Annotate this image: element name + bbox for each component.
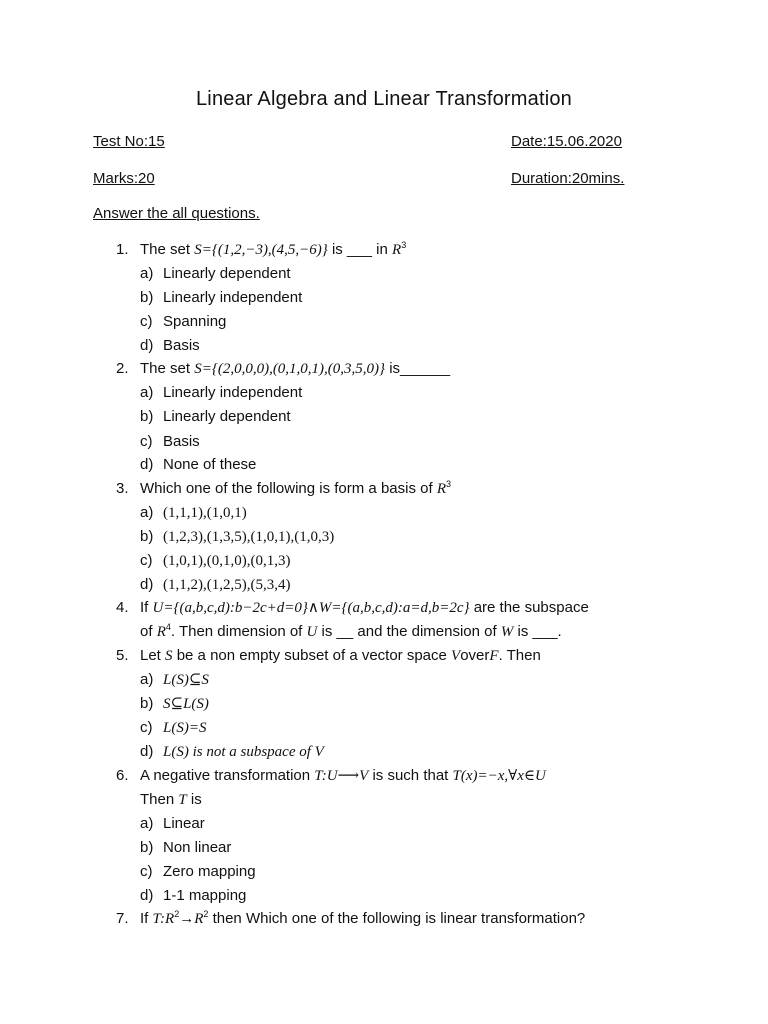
question-4-line-1 (140, 598, 589, 618)
question-text: be a non empty subset of a vector space (176, 647, 447, 664)
option-math-row (163, 742, 324, 762)
question-text: Let (140, 647, 161, 664)
math-expression: V (451, 648, 461, 664)
question-text: is __ and the dimension of (321, 623, 497, 640)
option-math-row (163, 503, 247, 523)
option-text: Basis (163, 337, 200, 354)
math-expression: T:R (152, 911, 175, 927)
question-1-text (140, 240, 406, 260)
option-text: Linearly independent (163, 384, 303, 401)
math-expression: U={(a,b,c,d):b−2c+d=0}∧W={(a,b,c,d):a=d,b=2c} (152, 600, 470, 616)
date-label: Date: (511, 133, 547, 150)
math-expression: S={(1,2,−3),(4,5,−6)} (194, 242, 328, 258)
option-text: Spanning (163, 313, 227, 330)
option-math: (1,0,1),(0,1,0),(0,1,3) (163, 553, 291, 569)
option-label: c) (140, 863, 153, 880)
question-text: If (140, 599, 149, 616)
question-text: . Then (498, 647, 541, 664)
math-expression: F (489, 648, 499, 664)
option-label: a) (140, 815, 154, 832)
question-text: is ___. (517, 623, 562, 640)
question-text: is______ (389, 360, 451, 377)
math-expression: S={(2,0,0,0),(0,1,0,1),(0,3,5,0)} (194, 361, 386, 377)
option-label: a) (140, 504, 154, 521)
question-number: 6. (116, 767, 129, 784)
marks-label: Marks: (93, 170, 138, 187)
option-math: L(S) is not a subspace of V (163, 744, 324, 760)
question-5-text (140, 646, 541, 666)
question-number: 7. (116, 910, 129, 927)
option-math: L(S)=S (163, 720, 207, 736)
option-label: d) (140, 337, 154, 354)
option-label: d) (140, 887, 154, 904)
option-label: b) (140, 839, 154, 856)
question-3-text (140, 479, 451, 499)
question-text: is ___ in (331, 241, 388, 258)
option-text: Non linear (163, 839, 232, 856)
option-text: None of these (163, 456, 257, 473)
test-number-label: Test No: (93, 133, 149, 150)
option-label: a) (140, 671, 154, 688)
date-value: 15.06.2020 (546, 133, 622, 150)
option-math: (1,1,1),(1,0,1) (163, 505, 247, 521)
math-expression: R (156, 624, 166, 640)
question-text: A negative transformation (140, 767, 311, 784)
math-expression: T(x)=−x,∀x∈U (452, 768, 546, 784)
option-label: b) (140, 408, 154, 425)
option-text: Basis (163, 433, 200, 450)
option-math-row (163, 670, 209, 690)
option-label: a) (140, 384, 154, 401)
option-math: (1,1,2),(1,2,5),(5,3,4) (163, 577, 291, 593)
question-number: 4. (116, 599, 129, 616)
option-label: c) (140, 313, 153, 330)
math-expression: W (500, 624, 514, 640)
math-expression: R (436, 481, 446, 497)
question-text: Then (140, 791, 175, 808)
question-text: If (140, 910, 149, 927)
option-label: c) (140, 552, 153, 569)
option-label: b) (140, 695, 154, 712)
question-number: 3. (116, 480, 129, 497)
option-label: b) (140, 528, 154, 545)
option-label: d) (140, 743, 154, 760)
option-label: c) (140, 433, 153, 450)
option-label: a) (140, 265, 154, 282)
math-expression: U (306, 624, 318, 640)
question-6-line-2 (140, 790, 202, 810)
math-expression: R (194, 911, 204, 927)
question-6-line-1 (140, 766, 546, 786)
option-label: c) (140, 719, 153, 736)
question-text: . Then dimension of (170, 623, 303, 640)
question-text: is such that (372, 767, 449, 784)
test-number-value: 15 (148, 133, 165, 150)
marks (93, 170, 155, 187)
duration (511, 170, 624, 187)
option-math-row (163, 527, 334, 547)
option-math: (1,2,3),(1,3,5),(1,0,1),(1,0,3) (163, 529, 335, 545)
option-math-row (163, 575, 290, 595)
math-expression: S (165, 648, 173, 664)
instruction: Answer the all questions. (93, 205, 260, 222)
option-math-row (163, 551, 290, 571)
question-text: over (460, 647, 490, 664)
superscript: 2 (203, 909, 209, 919)
question-text: is (190, 791, 202, 808)
option-text: Zero mapping (163, 863, 256, 880)
duration-label: Duration: (511, 170, 572, 187)
superscript: 3 (445, 479, 451, 489)
option-text: 1-1 mapping (163, 887, 247, 904)
option-text: Linearly dependent (163, 408, 291, 425)
question-4-line-2 (140, 622, 562, 642)
test-number (93, 133, 165, 150)
marks-value: 20 (138, 170, 155, 187)
question-7-text (140, 909, 585, 929)
math-expression: R (392, 242, 402, 258)
option-math-row (163, 694, 209, 714)
option-text: Linear (163, 815, 205, 832)
duration-value: 20mins. (571, 170, 625, 187)
option-label: d) (140, 456, 154, 473)
question-number: 5. (116, 647, 129, 664)
question-2-text (140, 359, 450, 379)
option-math: L(S)⊆S (163, 672, 209, 688)
question-text: of (140, 623, 153, 640)
option-label: b) (140, 289, 154, 306)
option-text: Linearly dependent (163, 265, 291, 282)
question-text: are the subspace (473, 599, 589, 616)
question-text: Which one of the following is form a basis of (140, 480, 433, 497)
arrow-symbol: → (179, 911, 195, 927)
question-number: 1. (116, 241, 129, 258)
option-label: d) (140, 576, 154, 593)
question-text: then Which one of the following is linear transformation? (212, 910, 586, 927)
math-expression: T (178, 792, 187, 808)
page-title: Linear Algebra and Linear Transformation (195, 88, 572, 110)
superscript: 4 (165, 622, 171, 632)
superscript: 2 (174, 909, 180, 919)
test-date (511, 133, 622, 150)
question-number: 2. (116, 360, 129, 377)
option-text: Linearly independent (163, 289, 303, 306)
question-text: The set (140, 360, 191, 377)
option-math: S⊆L(S) (163, 696, 209, 712)
superscript: 3 (401, 240, 407, 250)
math-expression: T:U⟶V (314, 768, 369, 784)
option-math-row (163, 718, 206, 738)
question-text: The set (140, 241, 191, 258)
